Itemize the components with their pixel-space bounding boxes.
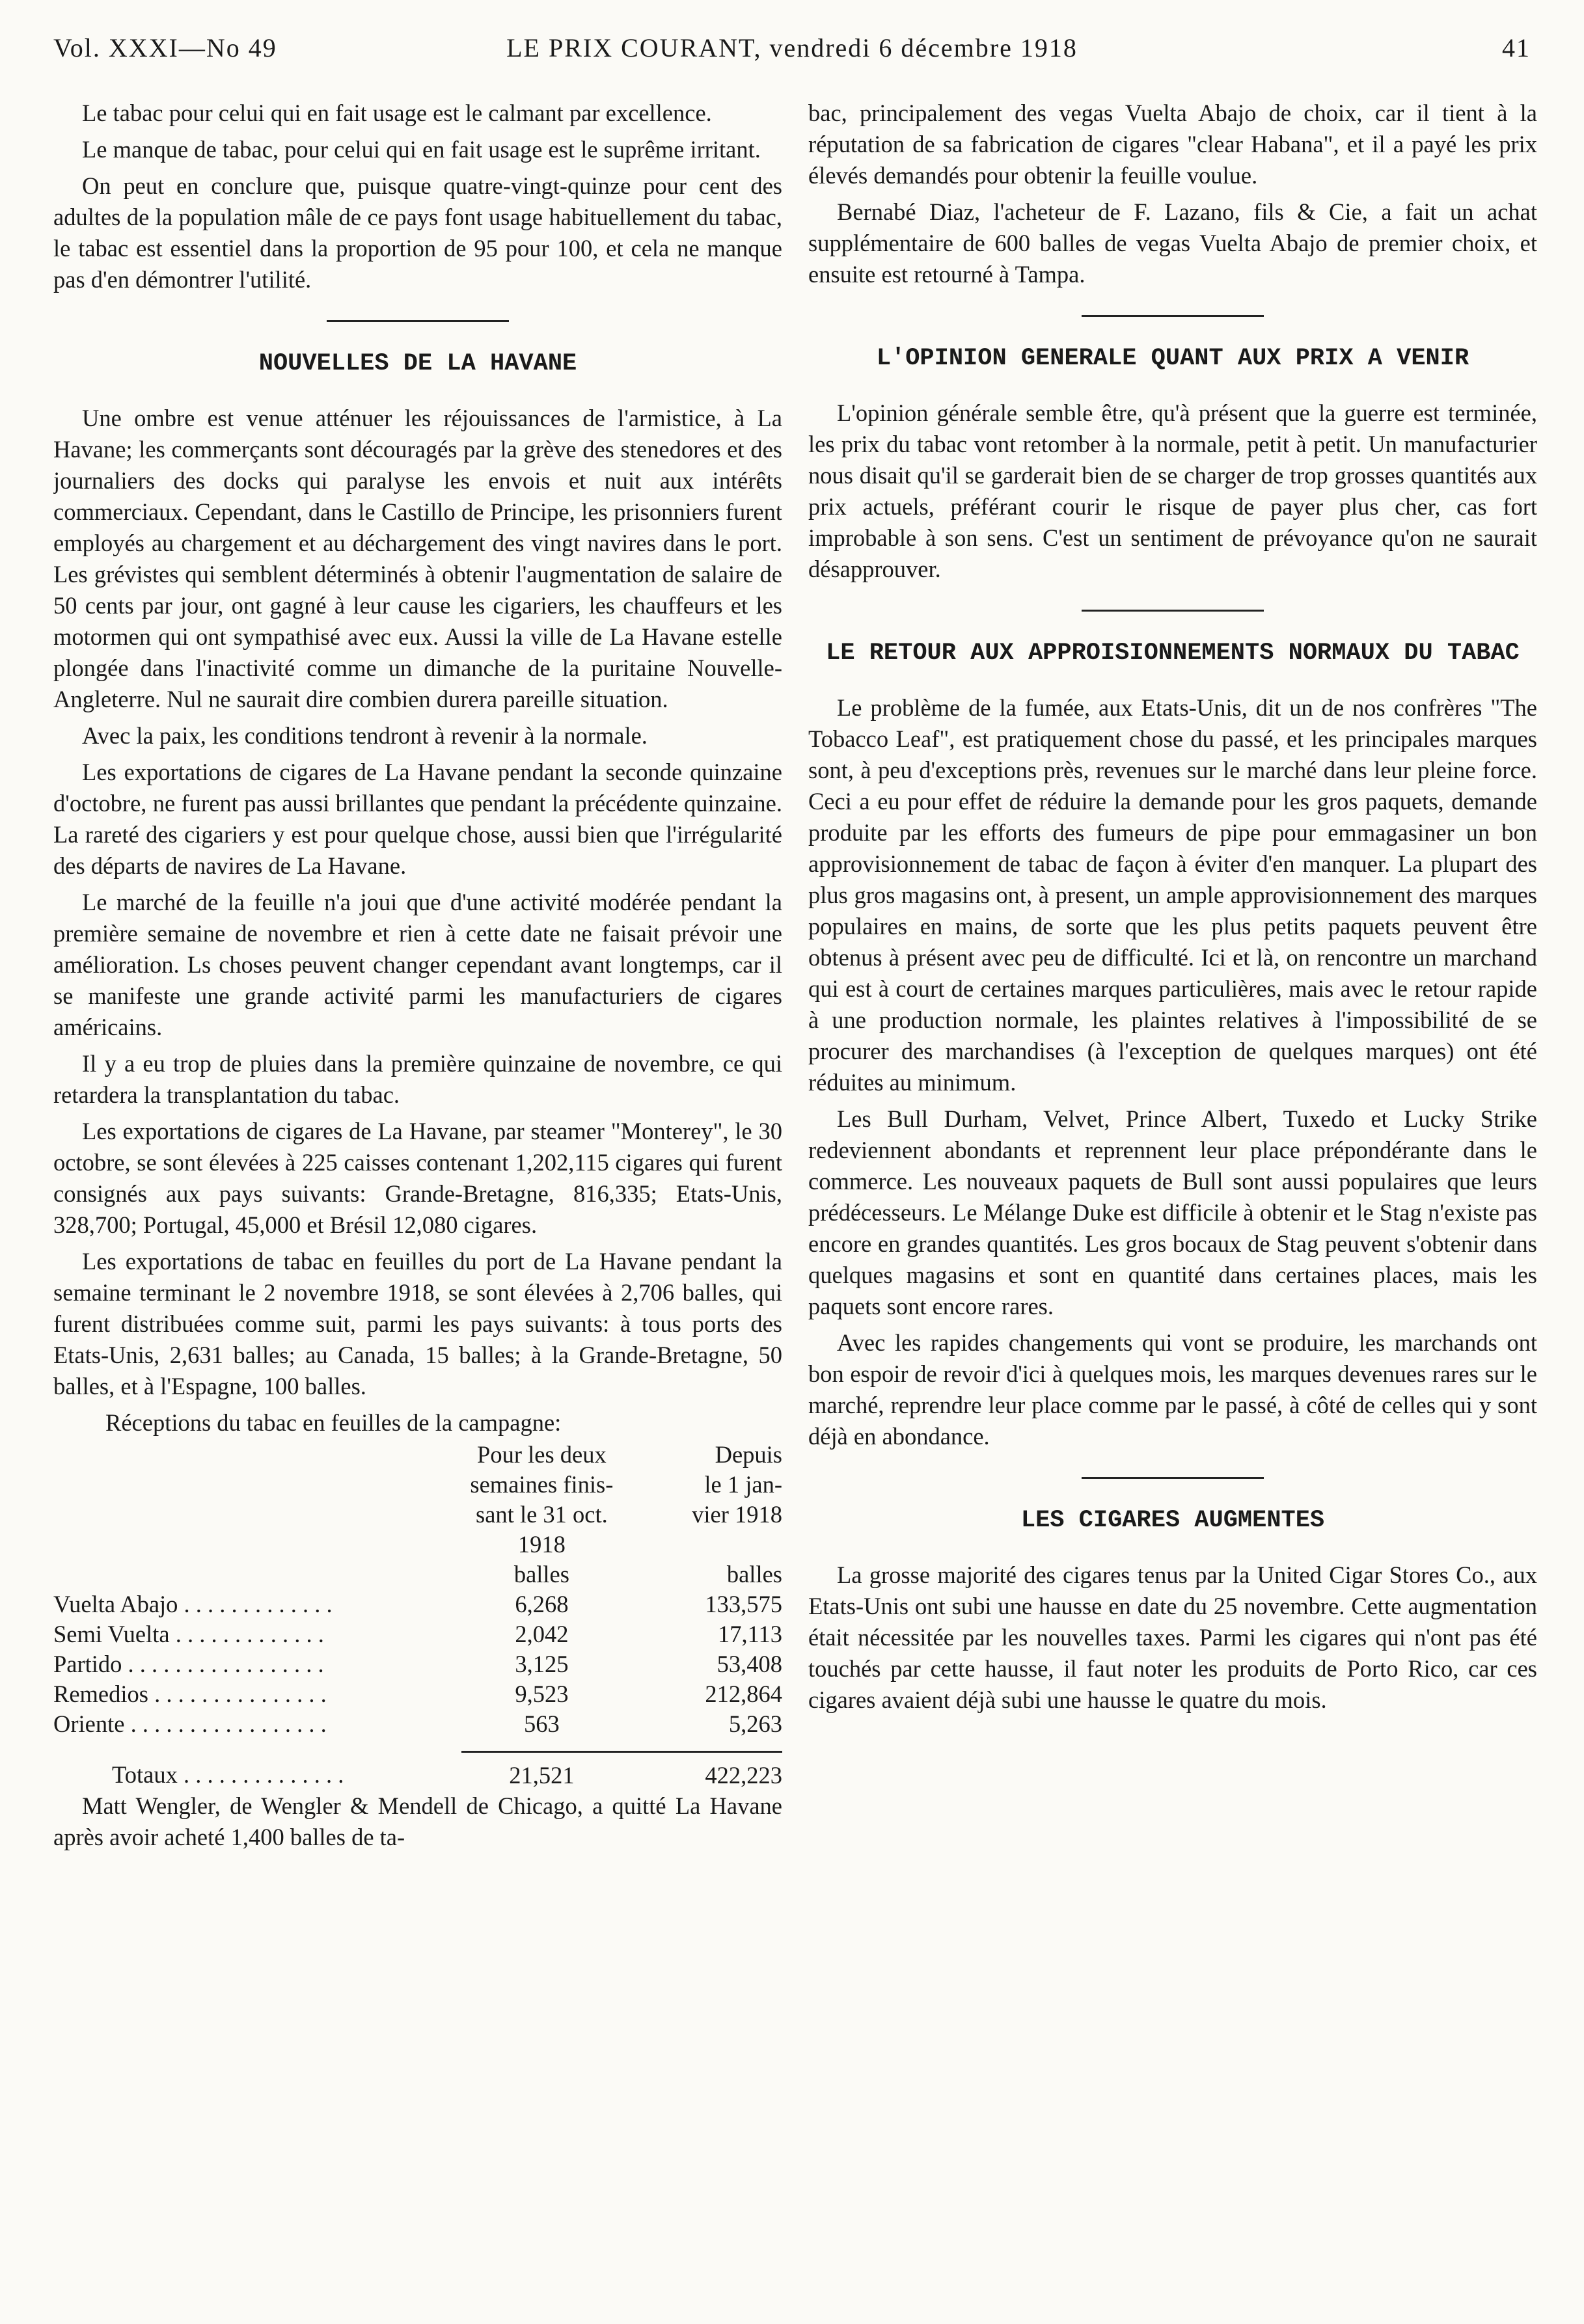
paragraph: bac, principalement des vegas Vuelta Abajo de choix, car il tient à la réputation de sa fabrication de cigares "clear Habana", et il a payé les prix élevés demandés pour obtenir la feuille voulue. [808, 100, 1537, 189]
table-cell-value: 212,864 [705, 1681, 782, 1707]
table-cell-value: 9,523 [515, 1681, 569, 1707]
section-divider [1082, 315, 1264, 317]
table-cell-value: 2,042 [515, 1621, 569, 1647]
table-header-cell: balles [513, 1561, 569, 1588]
table-total-value: 422,223 [622, 1752, 782, 1791]
section-divider [327, 320, 509, 322]
paragraph: Bernabé Diaz, l'acheteur de F. Lazano, fils & Cie, a fait un achat supplémentaire de 600 balles de vegas Vuelta Abajo de premier choix, et ensuite est retourné à Tampa. [808, 198, 1537, 288]
page-number: 41 [1502, 33, 1531, 62]
table-cell-name: Oriente . . . . . . . . . . . . . . . . . [53, 1710, 327, 1737]
receptions-table [53, 1440, 782, 1790]
paragraph: Matt Wengler, de Wengler & Mendell de Chicago, a quitté La Havane après avoir acheté 1,400 balles de ta- [53, 1792, 782, 1850]
table-header-cell: Depuis [715, 1441, 782, 1468]
table-header-cell [622, 1530, 782, 1560]
paragraph: Le problème de la fumée, aux Etats-Unis, dit un de nos confrères "The Tobacco Leaf", est pratiquement chose du passé, et les principales marques sont, à peu d'exceptions près, revenues sur le marché dans leur pleine force. Ceci a eu pour effet de réduire la demande pour les gros paquets, demande produite par les efforts des fumeurs de pipe pour emmagasiner un bon approvisionnement de tabac de façon à éviter d'en manquer. La plupart des plus gros magasins ont, à present, un ample approvisionnement des marques populaires en mains, de sorte que les plus petits paquets peuvent être obtenus à présent avec peu de difficulté. Ici et là, on rencontre un marchand qui est à court de certaines marques particulières, mais avec le retour rapide à une production normale, les plaintes relatives à l'impossibilité de se procurer des marchandises (à l'exception de quelques marques) ont été réduites au minimum. [808, 694, 1537, 1096]
paragraph: Les Bull Durham, Velvet, Prince Albert, Tuxedo et Lucky Strike redeviennent abondants et reprennent leur place prépondérante dans le commerce. Les nouveaux paquets de Bull sont aussi populaires que leurs prédécesseurs. Le Mélange Duke est difficile à obtenir et le Stag n'existe pas encore en grandes quantités. Les gros bocaux de Stag peuvent s'obtenir dans quelques magasins et sont en quantité dans certaines places, mais les paquets sont encore rares. [808, 1105, 1537, 1319]
paragraph: Le manque de tabac, pour celui qui en fait usage est le suprême irritant. [82, 136, 761, 163]
section-title-havane: NOUVELLES DE LA HAVANE [258, 350, 577, 377]
table-cell-value: 563 [524, 1710, 560, 1737]
paragraph: On peut en conclure que, puisque quatre-vingt-quinze pour cent des adultes de la population mâle de ce pays font usage habituellement du tabac, le tabac est essentiel dans la proportion de 95 pour 100, et cela ne manque pas d'en démontrer l'utilité. [53, 172, 782, 293]
table-cell-value: 53,408 [717, 1651, 782, 1677]
paragraph: Le marché de la feuille n'a joui que d'une activité modérée pendant la première semaine de novembre et rien à cette date ne faisait prévoir une amélioration. Ls choses peuvent changer cependant avant longtemps, car il se manifeste une grande activité parmi les manufacturiers de cigares américains. [53, 889, 782, 1040]
table-row [53, 1619, 782, 1649]
section-divider [1082, 1477, 1264, 1479]
paragraph: Avec les rapides changements qui vont se produire, les marchands ont bon espoir de revoir d'ici à quelques mois, les marques devenues rares sur le marché, reprendre leur place comme par le passé, à côté de celles qui y sont déjà en abondance. [808, 1329, 1537, 1450]
table-cell-value: 3,125 [515, 1651, 569, 1677]
paragraph: Les exportations de cigares de La Havane pendant la seconde quinzaine d'octobre, ne furent pas aussi brillantes que pendant la précédente quinzaine. La rareté des cigariers y est pour quelque chose, aussi bien que l'irrégularité des départs de navires de La Havane. [53, 759, 782, 879]
paragraph: Avec la paix, les conditions tendront à revenir à la normale. [82, 722, 648, 749]
table-cell-name: Vuelta Abajo . . . . . . . . . . . . . [53, 1591, 333, 1617]
table-header-cell: le 1 jan- [704, 1471, 782, 1498]
table-cell-value: 17,113 [717, 1621, 782, 1647]
table-cell-value: 133,575 [705, 1591, 782, 1617]
table-header-cell: Pour les deux [477, 1441, 607, 1468]
table-cell-name: Semi Vuelta . . . . . . . . . . . . . [53, 1621, 324, 1647]
table-header-cell: vier 1918 [692, 1501, 782, 1528]
paragraph: Les exportations de cigares de La Havane, par steamer "Monterey", le 30 octobre, se sont élevées à 225 caisses contenant 1,202,115 cigares qui furent consignés aux pays suivants: Grande-Bretagne, 816,335; Etats-Unis, 328,700; Portugal, 45,000 et Brésil 12,080 cigares. [53, 1118, 782, 1238]
table-total-row [53, 1752, 782, 1791]
table-cell-name: Remedios . . . . . . . . . . . . . . . [53, 1681, 327, 1707]
receptions-title: Réceptions du tabac en feuilles de la campagne: [105, 1409, 562, 1436]
table-row [53, 1709, 782, 1739]
right-column [808, 98, 1537, 2297]
table-row [53, 1649, 782, 1679]
paragraph: Le tabac pour celui qui en fait usage est le calmant par excellence. [82, 100, 712, 126]
table-total-label: Totaux . . . . . . . . . . . . . . [112, 1761, 344, 1788]
table-cell-name: Partido . . . . . . . . . . . . . . . . . [53, 1651, 324, 1677]
paragraph: La grosse majorité des cigares tenus par la United Cigar Stores Co., aux Etats-Unis ont subi une hausse en date du 25 novembre. Cette augmentation était nécessitée par les nouvelles taxes. Parmi les cigares qui n'ont pas été touchés par cette hausse, il faut noter les produits de Porto Rico, car ces cigares avaient déjà subi une hausse le quatre du mois. [808, 1561, 1537, 1713]
section-divider [1082, 610, 1264, 612]
journal-title-date: LE PRIX COURANT, vendredi 6 décembre 1918 [506, 33, 1078, 62]
table-total-value: 21,521 [461, 1752, 621, 1791]
table-row [53, 1589, 782, 1619]
table-cell-value: 5,263 [728, 1710, 782, 1737]
table-header-cell: 1918 [517, 1531, 566, 1558]
table-header-cell: balles [726, 1561, 782, 1588]
volume-number: Vol. XXXI—No 49 [53, 33, 277, 62]
section-title-retour: LE RETOUR AUX APPROISIONNEMENTS NORMAUX DU TABAC [826, 640, 1520, 667]
table-cell-value: 6,268 [515, 1591, 569, 1617]
table-header-cell: semaines finis- [470, 1471, 614, 1498]
table-header-cell: sant le 31 oct. [476, 1501, 608, 1528]
table-row [53, 1679, 782, 1709]
left-column [53, 98, 782, 2297]
section-title-opinion: L'OPINION GENERALE QUANT AUX PRIX A VENIR [876, 345, 1469, 372]
page-header [53, 33, 1531, 72]
paragraph: Il y a eu trop de pluies dans la première quinzaine de novembre, ce qui retardera la transplantation du tabac. [53, 1050, 782, 1108]
paragraph: Les exportations de tabac en feuilles du port de La Havane pendant la semaine terminant le 2 novembre 1918, se sont élevées à 2,706 balles, qui furent distribuées comme suit, parmi les pays suivants: à tous ports des Etats-Unis, 2,631 balles; au Canada, 15 balles; à la Grande-Bretagne, 50 balles, et à l'Espagne, 100 balles. [53, 1248, 782, 1399]
paragraph: Une ombre est venue atténuer les réjouissances de l'armistice, à La Havane; les commerçants sont découragés par la grève des stenedores et des journaliers des docks qui paralyse les envois et nuit aux intérêts commerciaux. Cependant, dans le Castillo de Principe, les prisonniers furent employés au chargement et au déchargement des vingt navires dans le port. Les grévistes qui semblent déterminés à obtenir l'augmentation de salaire de 50 cents par jour, ont gagné à leur cause les cigariers, les chauffeurs et les motormen qui ont sympathisé avec eux. Aussi la ville de La Havane estelle plongée dans l'inactivité comme un dimanche de la puritaine Nouvelle-Angleterre. Nul ne saurait dire combien durera pareille situation. [53, 405, 782, 712]
section-title-cigares: LES CIGARES AUGMENTES [1020, 1507, 1325, 1534]
paragraph: L'opinion générale semble être, qu'à présent que la guerre est terminée, les prix du tabac vont retomber à la normale, petit à petit. Un manufacturier nous disait qu'il se garderait bien de se charger de trop grosses quantités aux prix actuels, préférant courir le risque de payer plus cher, cas fort improbable à son sens. C'est un sentiment de prévoyance qu'on ne saurait désapprouver. [808, 399, 1537, 582]
